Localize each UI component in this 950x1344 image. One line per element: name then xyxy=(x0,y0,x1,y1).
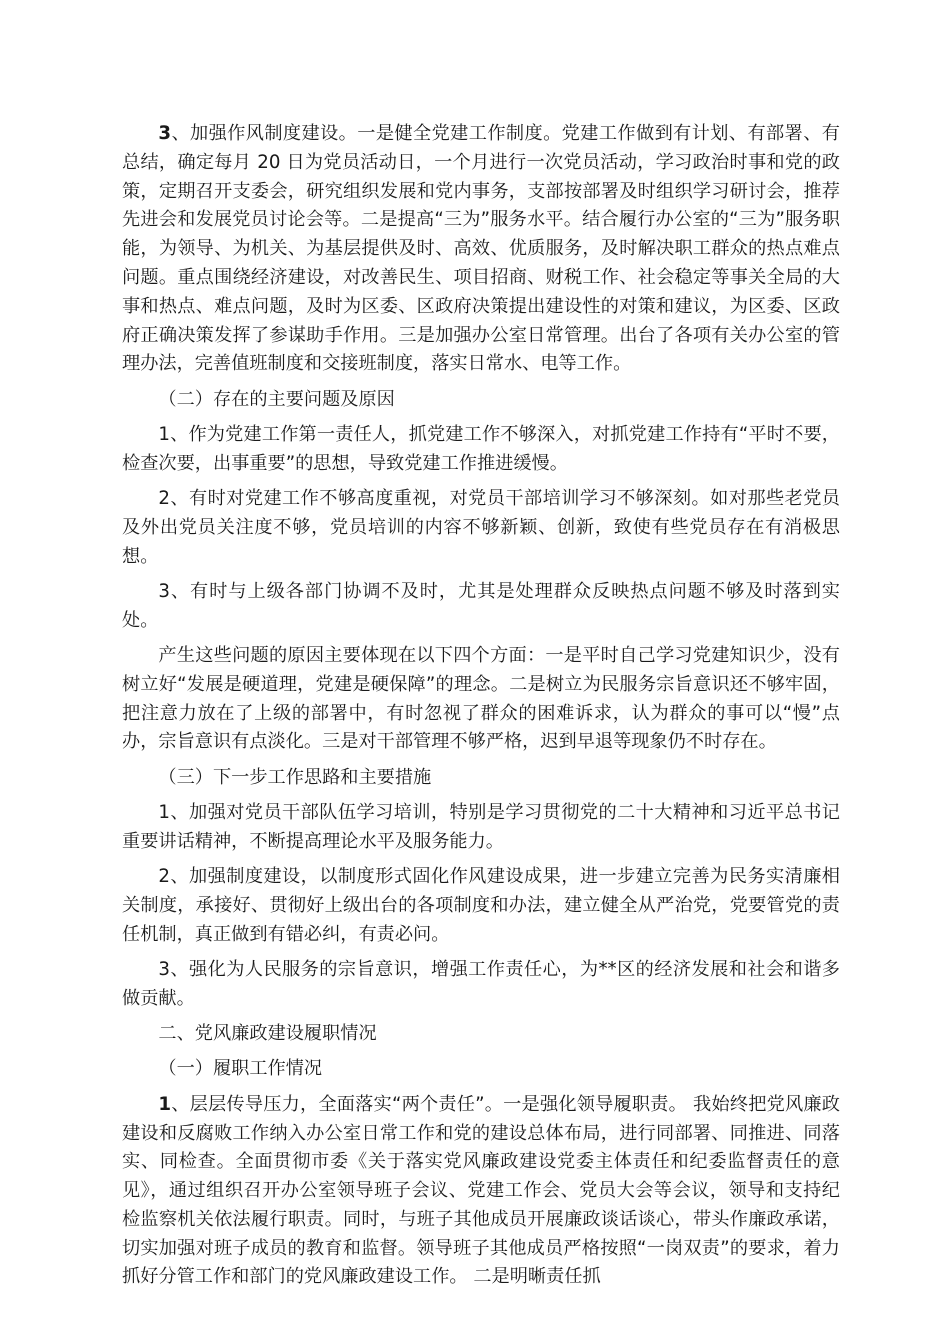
section-heading-integrity: 二、党风廉政建设履职情况 xyxy=(158,1023,377,1045)
section-heading-duty-performance: （一）履职工作情况 xyxy=(158,1058,323,1080)
section-heading-problems: （二）存在的主要问题及原因 xyxy=(158,388,395,410)
measure-item-2: 2、加强制度建设，以制度形式固化作风建设成果，进一步建立完善为民务实清廉相关制度，承接好、贯彻好上级出台的各项制度和办法，建立健全从严治党，党要管党的责任机制，真正做到有错必纠，有责必问。 xyxy=(122,866,840,945)
paragraph-style-building xyxy=(122,120,840,379)
paragraph-lead-number: 1 xyxy=(158,1093,172,1115)
paragraph-lead-number: 3 xyxy=(158,123,172,144)
measure-item-1: 1、加强对党员干部队伍学习培训，特别是学习贯彻党的二十大精神和习近平总书记重要讲话精神，不断提高理论水平及服务能力。 xyxy=(122,802,840,852)
section-heading-next-steps: （三）下一步工作思路和主要措施 xyxy=(158,766,432,788)
measure-item-3: 3、强化为人民服务的宗旨意识，增强工作责任心，为**区的经济发展和社会和谐多做贡献。 xyxy=(122,959,840,1009)
problem-item-3: 3、有时与上级各部门协调不及时，尤其是处理群众反映热点问题不够及时落到实处。 xyxy=(122,580,840,631)
paragraph-text: 、加强作风制度建设。一是健全党建工作制度。党建工作做到有计划、有部署、有总结，确定每月 20 日为党员活动日，一个月进行一次党员活动，学习政治时事和党的政策，定期召开支委会，研究组织发展和党内事务，支部按部署及时组织学习研讨会，推荐先进会和发展党员讨论会等。二是提高“三为”服务水平。结合履行办公室的“三为”服务职能，为领导、为机关、为基层提供及时、高效、优质服务，及时解决职工群众的热点难点问题。重点围绕经济建设，对改善民生、项目招商、财税工作、社会稳定等事关全局的大事和热点、难点问题，及时为区委、区政府决策提出建设性的对策和建议，为区委、区政府正确决策发挥了参谋助手作用。三是加强办公室日常管理。出台了各项有关办公室的管理办法，完善值班制度和交接班制度，落实日常水、电等工作。 xyxy=(122,123,840,375)
document-page xyxy=(122,120,840,1299)
paragraph-text: 、层层传导压力，全面落实“两个责任”。一是强化领导履职责。 我始终把党风廉政建设和反腐败工作纳入办公室日常工作和党的建设总体布局，进行同部署、同推进、同落实、同检查。全面贯彻市委《关于落实党风廉政建设党委主体责任和纪委监督责任的意见》，通过组织召开办公室领导班子会议、党建工作会、党员大会等会议，领导和支持纪检监察机关依法履行职责。同时，与班子其他成员开展廉政谈话谈心，带头作廉政承诺，切实加强对班子成员的教育和监督。领导班子其他成员严格按照“一岗双责”的要求，着力抓好分管工作和部门的党风廉政建设工作。 二是明晰责任抓 xyxy=(122,1093,840,1288)
paragraph-two-responsibilities xyxy=(122,1091,840,1293)
problem-item-1: 1、作为党建工作第一责任人，抓党建工作不够深入，对抓党建工作持有“平时不要，检查次要，出事重要”的思想，导致党建工作推进缓慢。 xyxy=(122,423,840,474)
problem-causes: 产生这些问题的原因主要体现在以下四个方面：一是平时自己学习党建知识少，没有树立好“发展是硬道理，党建是硬保障”的理念。二是树立为民服务宗旨意识还不够牢固，把注意力放在了上级的部署中，有时忽视了群众的困难诉求，认为群众的事可以“慢”点办，宗旨意识有点淡化。三是对干部管理不够严格，迟到早退等现象仍不时存在。 xyxy=(122,645,840,753)
problem-item-2: 2、有时对党建工作不够高度重视，对党员干部培训学习不够深刻。如对那些老党员及外出党员关注度不够，党员培训的内容不够新颖、创新，致使有些党员存在有消极思想。 xyxy=(122,488,840,567)
